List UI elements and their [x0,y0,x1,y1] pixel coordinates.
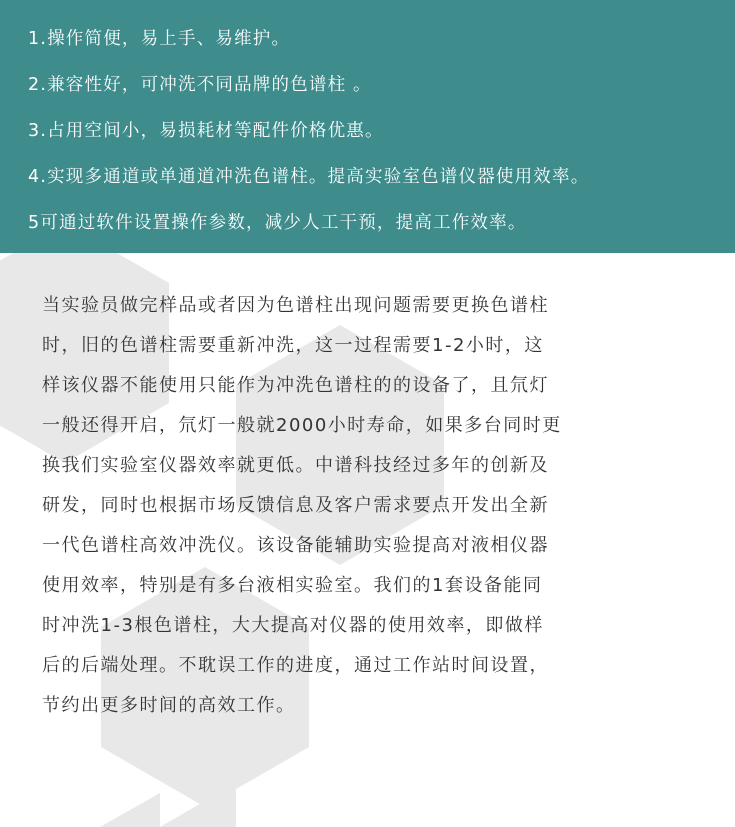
description-line: 换我们实验室仪器效率就更低。中谱科技经过多年的创新及 [42,455,549,476]
description-line: 时，旧的色谱柱需要重新冲洗，这一过程需要1-2小时，这 [42,335,544,356]
description-line: 后的后端处理。不耽误工作的进度，通过工作站时间设置， [42,655,549,676]
description-line: 节约出更多时间的高效工作。 [42,695,296,716]
description-line: 时冲洗1-3根色谱柱，大大提高对仪器的使用效率，即做样 [42,615,544,636]
feature-item-2: 2.兼容性好，可冲洗不同品牌的色谱柱 。 [28,75,372,95]
description-line: 使用效率，特别是有多台液相实验室。我们的1套设备能同 [42,575,543,596]
feature-item-4: 4.实现多通道或单通道冲洗色谱柱。提高实验室色谱仪器使用效率。 [28,167,590,187]
description-line: 一代色谱柱高效冲洗仪。该设备能辅助实验提高对液相仪器 [42,535,549,556]
features-banner [0,0,735,253]
feature-item-1: 1.操作简便，易上手、易维护。 [28,29,291,49]
description-line: 样该仪器不能使用只能作为冲洗色谱柱的的设备了，且氘灯 [42,375,549,396]
description-line: 当实验员做完样品或者因为色谱柱出现问题需要更换色谱柱 [42,295,549,316]
feature-item-3: 3.占用空间小，易损耗材等配件价格优惠。 [28,121,384,141]
hexagon-shape [100,793,160,827]
description-line: 一般还得开启，氘灯一般就2000小时寿命，如果多台同时更 [42,415,562,436]
feature-list [28,20,589,250]
description-line: 研发，同时也根据市场反馈信息及客户需求要点开发出全新 [42,495,549,516]
description-text [42,286,682,726]
feature-item-5: 5可通过软件设置操作参数，减少人工干预，提高工作效率。 [28,213,527,233]
